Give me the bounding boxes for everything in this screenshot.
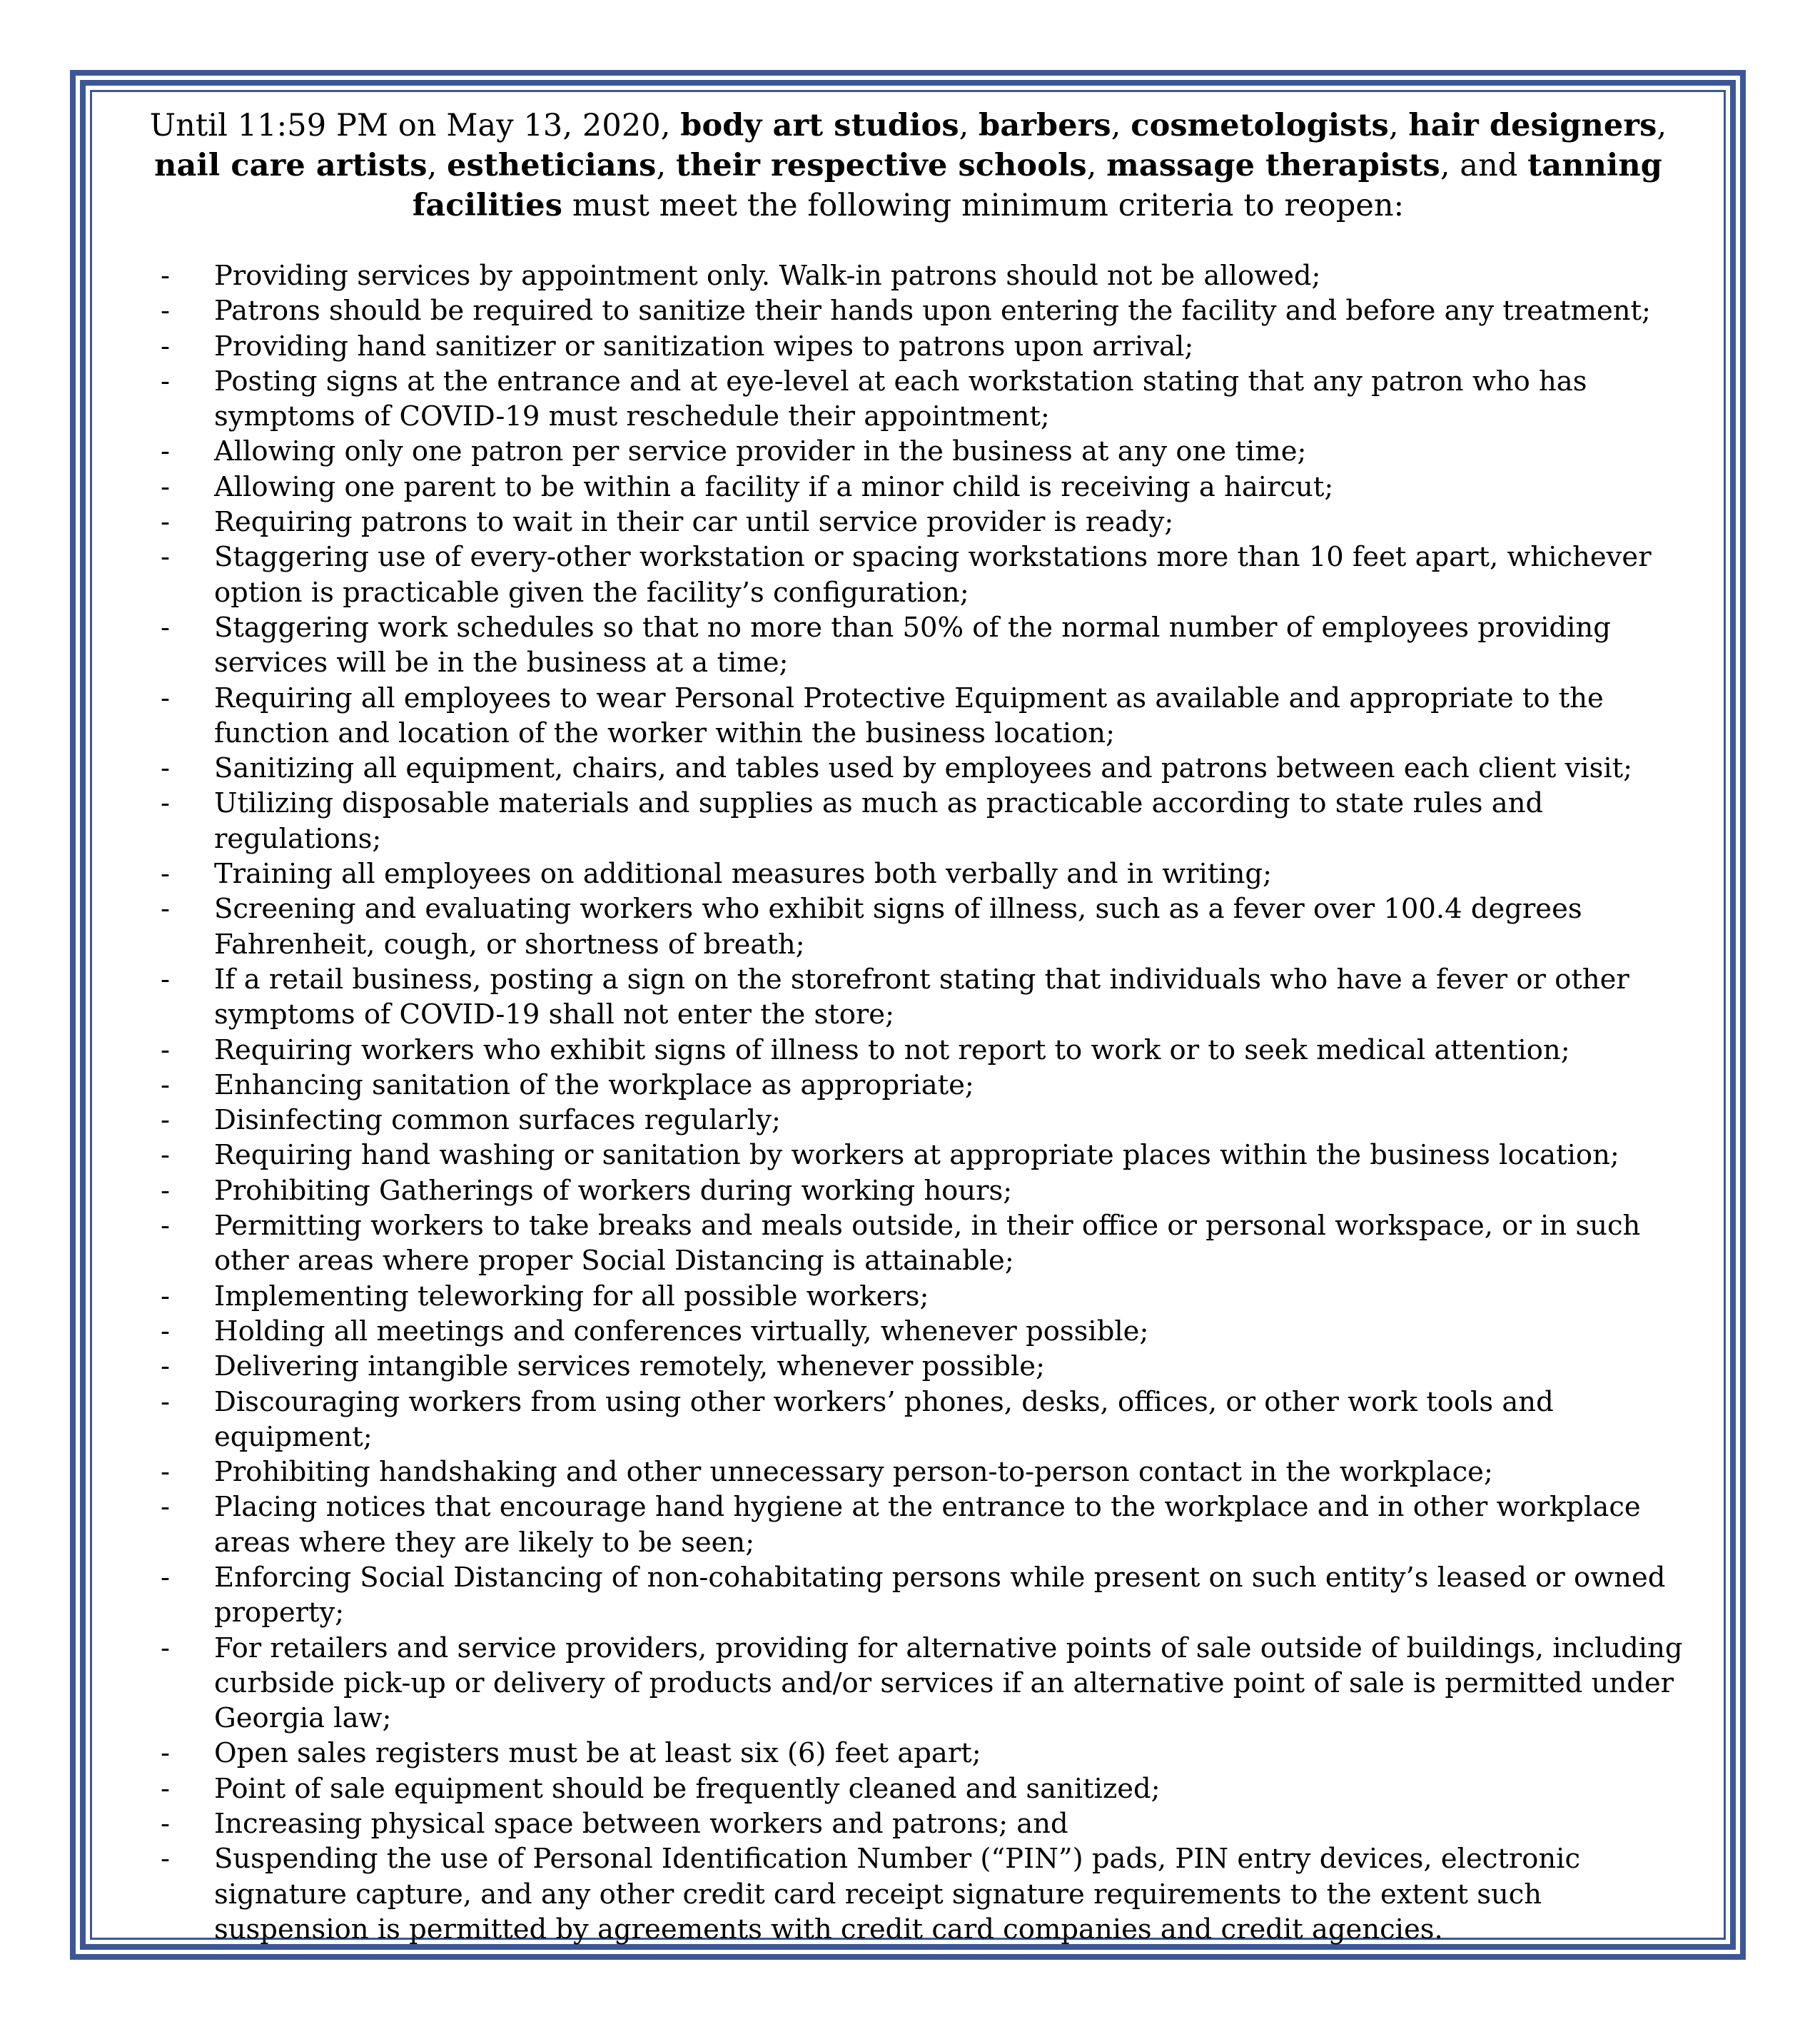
bullet-dash: -: [161, 1491, 171, 1524]
list-item: [107, 1173, 1709, 1208]
list-item: [107, 470, 1709, 505]
list-item: [107, 1033, 1709, 1068]
criterion-text: Requiring workers who exhibit signs of illness to not report to work or to seek medical attention;: [214, 1033, 1570, 1066]
bullet-dash: -: [161, 858, 171, 891]
business-barbers: barbers: [979, 108, 1111, 143]
criterion-text: Open sales registers must be at least six (6) feet apart;: [214, 1737, 981, 1770]
criterion-text: Staggering use of every-other workstation or spacing workstations more than 10 feet apart, whichever option is practicable given the facility’s configuration;: [214, 541, 1652, 609]
criterion-text: Training all employees on additional measures both verbally and in writing;: [214, 858, 1273, 891]
criterion-text: Screening and evaluating workers who exhibit signs of illness, such as a fever over 100.4 degrees Fahrenheit, cough, or shortness of breath;: [214, 893, 1582, 961]
criterion-text: Allowing one parent to be within a facility if a minor child is receiving a haircut;: [214, 470, 1334, 503]
list-item: [107, 962, 1709, 1033]
list-item: [107, 1138, 1709, 1173]
bullet-dash: -: [161, 787, 171, 820]
heading-separator: ,: [1657, 108, 1667, 143]
criterion-text: Requiring hand washing or sanitation by workers at appropriate places within the business location;: [214, 1139, 1619, 1172]
criteria-list: [107, 258, 1709, 1947]
criterion-text: Allowing only one patron per service provider in the business at any one time;: [214, 435, 1307, 468]
bullet-dash: -: [161, 1104, 171, 1137]
list-item: [107, 1068, 1709, 1103]
business-massage-therapists: massage therapists: [1106, 148, 1440, 183]
criterion-text: Staggering work schedules so that no more than 50% of the normal number of employees providing services will be in the business at a time;: [214, 611, 1611, 679]
criterion-text: Implementing teleworking for all possible workers;: [214, 1280, 929, 1312]
bullet-dash: -: [161, 1808, 171, 1841]
criterion-text: Permitting workers to take breaks and meals outside, in their office or personal workspace, or in such other areas where proper Social Distancing is attainable;: [214, 1210, 1641, 1277]
bullet-dash: -: [161, 611, 171, 644]
list-item: [107, 1454, 1709, 1489]
business-hair-designers: hair designers: [1408, 108, 1657, 143]
heading-separator: ,: [1388, 108, 1409, 143]
criterion-text: Providing services by appointment only. Walk-in patrons should not be allowed;: [214, 260, 1321, 292]
criterion-text: Utilizing disposable materials and supplies as much as practicable according to state rules and regulations;: [214, 787, 1544, 855]
list-item: [107, 1314, 1709, 1349]
list-item: [107, 1806, 1709, 1841]
criterion-text: Requiring all employees to wear Personal Protective Equipment as available and appropriate to the function and location of the worker within the business location;: [214, 682, 1604, 749]
list-item: [107, 1560, 1709, 1631]
criterion-text: Increasing physical space between workers and patrons; and: [214, 1808, 1068, 1841]
list-item: [107, 1208, 1709, 1279]
business-body-art-studios: body art studios: [680, 108, 959, 143]
bullet-dash: -: [161, 893, 171, 926]
criterion-text: Enforcing Social Distancing of non-cohabitating persons while present on such entity’s leased or owned property;: [214, 1561, 1666, 1629]
bullet-dash: -: [161, 1315, 171, 1347]
heading-separator: ,: [1111, 108, 1131, 143]
criterion-text: Providing hand sanitizer or sanitization wipes to patrons upon arrival;: [214, 330, 1194, 363]
criterion-text: Requiring patrons to wait in their car until service provider is ready;: [214, 506, 1174, 539]
criterion-text: Enhancing sanitation of the workplace as appropriate;: [214, 1068, 974, 1101]
list-item: [107, 434, 1709, 469]
business-nail-care-artists: nail care artists: [154, 148, 428, 183]
criterion-text: Posting signs at the entrance and at eye-level at each workstation stating that any patron who has symptoms of COVID-19 must reschedule their appointment;: [214, 365, 1587, 433]
heading-separator: ,: [959, 108, 979, 143]
list-item: [107, 1736, 1709, 1771]
list-item: [107, 1841, 1709, 1947]
heading-separator-and: , and: [1440, 148, 1528, 183]
bullet-dash: -: [161, 1280, 171, 1312]
bullet-dash: -: [161, 1033, 171, 1066]
criterion-text: Sanitizing all equipment, chairs, and tables used by employees and patrons between each client visit;: [214, 752, 1633, 785]
criterion-text: Prohibiting handshaking and other unnecessary person-to-person contact in the workplace;: [214, 1456, 1493, 1489]
notice-heading: [107, 106, 1709, 226]
list-item: [107, 1631, 1709, 1736]
list-item: [107, 258, 1709, 293]
bullet-dash: -: [161, 752, 171, 785]
bullet-dash: -: [161, 435, 171, 468]
bullet-dash: -: [161, 260, 171, 292]
bullet-dash: -: [161, 295, 171, 328]
bullet-dash: -: [161, 1210, 171, 1243]
business-estheticians: estheticians: [447, 148, 657, 183]
bullet-dash: -: [161, 541, 171, 574]
bullet-dash: -: [161, 963, 171, 996]
bullet-dash: -: [161, 1385, 171, 1418]
criterion-text: Delivering intangible services remotely, whenever possible;: [214, 1350, 1046, 1383]
heading-separator: ,: [656, 148, 676, 183]
business-tanning-facilities: tanning facilities: [412, 148, 1662, 223]
bullet-dash: -: [161, 330, 171, 363]
list-item: [107, 856, 1709, 891]
bullet-dash: -: [161, 1737, 171, 1770]
list-item: [107, 786, 1709, 856]
bullet-dash: -: [161, 1843, 171, 1876]
bullet-dash: -: [161, 1174, 171, 1207]
heading-outro: must meet the following minimum criteria to reopen:: [562, 188, 1405, 223]
heading-separator: ,: [427, 148, 448, 183]
list-item: [107, 505, 1709, 540]
bullet-dash: -: [161, 1139, 171, 1172]
list-item: [107, 540, 1709, 610]
list-item: [107, 1279, 1709, 1314]
list-item: [107, 1103, 1709, 1138]
bullet-dash: -: [161, 1456, 171, 1489]
bullet-dash: -: [161, 1350, 171, 1383]
bullet-dash: -: [161, 1561, 171, 1594]
bullet-dash: -: [161, 506, 171, 539]
criterion-text: Suspending the use of Personal Identification Number (“PIN”) pads, PIN entry devices, electronic signature capture, and any other credit card receipt signature requirements to the extent such suspension is permitted by agreements with credit card companies and credit agencies.: [214, 1843, 1581, 1946]
list-item: [107, 751, 1709, 786]
heading-intro: Until 11:59 PM on May 13, 2020,: [149, 108, 681, 143]
list-item: [107, 681, 1709, 752]
heading-separator: ,: [1086, 148, 1107, 183]
list-item: [107, 1349, 1709, 1384]
criterion-text: For retailers and service providers, providing for alternative points of sale outside of buildings, including curbside pick-up or delivery of products and/or services if an alternative point of sale is permitted under Georgia law;: [214, 1631, 1683, 1735]
criterion-text: Prohibiting Gatherings of workers during working hours;: [214, 1174, 1013, 1207]
criterion-text: Patrons should be required to sanitize their hands upon entering the facility and before any treatment;: [214, 295, 1651, 328]
bullet-dash: -: [161, 1631, 171, 1664]
list-item: [107, 329, 1709, 364]
bullet-dash: -: [161, 1068, 171, 1101]
business-cosmetologists: cosmetologists: [1131, 108, 1389, 143]
criterion-text: Disinfecting common surfaces regularly;: [214, 1104, 781, 1137]
criterion-text: Placing notices that encourage hand hygiene at the entrance to the workplace and in other workplace areas where they are likely to be seen;: [214, 1491, 1641, 1559]
list-item: [107, 610, 1709, 681]
bullet-dash: -: [161, 682, 171, 714]
list-item: [107, 1385, 1709, 1455]
bullet-dash: -: [161, 470, 171, 503]
criterion-text: Holding all meetings and conferences virtually, whenever possible;: [214, 1315, 1149, 1347]
list-item: [107, 891, 1709, 962]
bullet-dash: -: [161, 1772, 171, 1805]
list-item: [107, 364, 1709, 435]
bullet-dash: -: [161, 365, 171, 398]
criterion-text: If a retail business, posting a sign on the storefront stating that individuals who have a fever or other symptoms of COVID-19 shall not enter the store;: [214, 963, 1629, 1031]
list-item: [107, 1771, 1709, 1806]
notice-content: [107, 106, 1709, 1947]
criterion-text: Point of sale equipment should be frequently cleaned and sanitized;: [214, 1772, 1161, 1805]
criterion-text: Discouraging workers from using other workers’ phones, desks, offices, or other work tools and equipment;: [214, 1385, 1554, 1453]
list-item: [107, 1489, 1709, 1560]
list-item: [107, 293, 1709, 328]
business-respective-schools: their respective schools: [676, 148, 1087, 183]
